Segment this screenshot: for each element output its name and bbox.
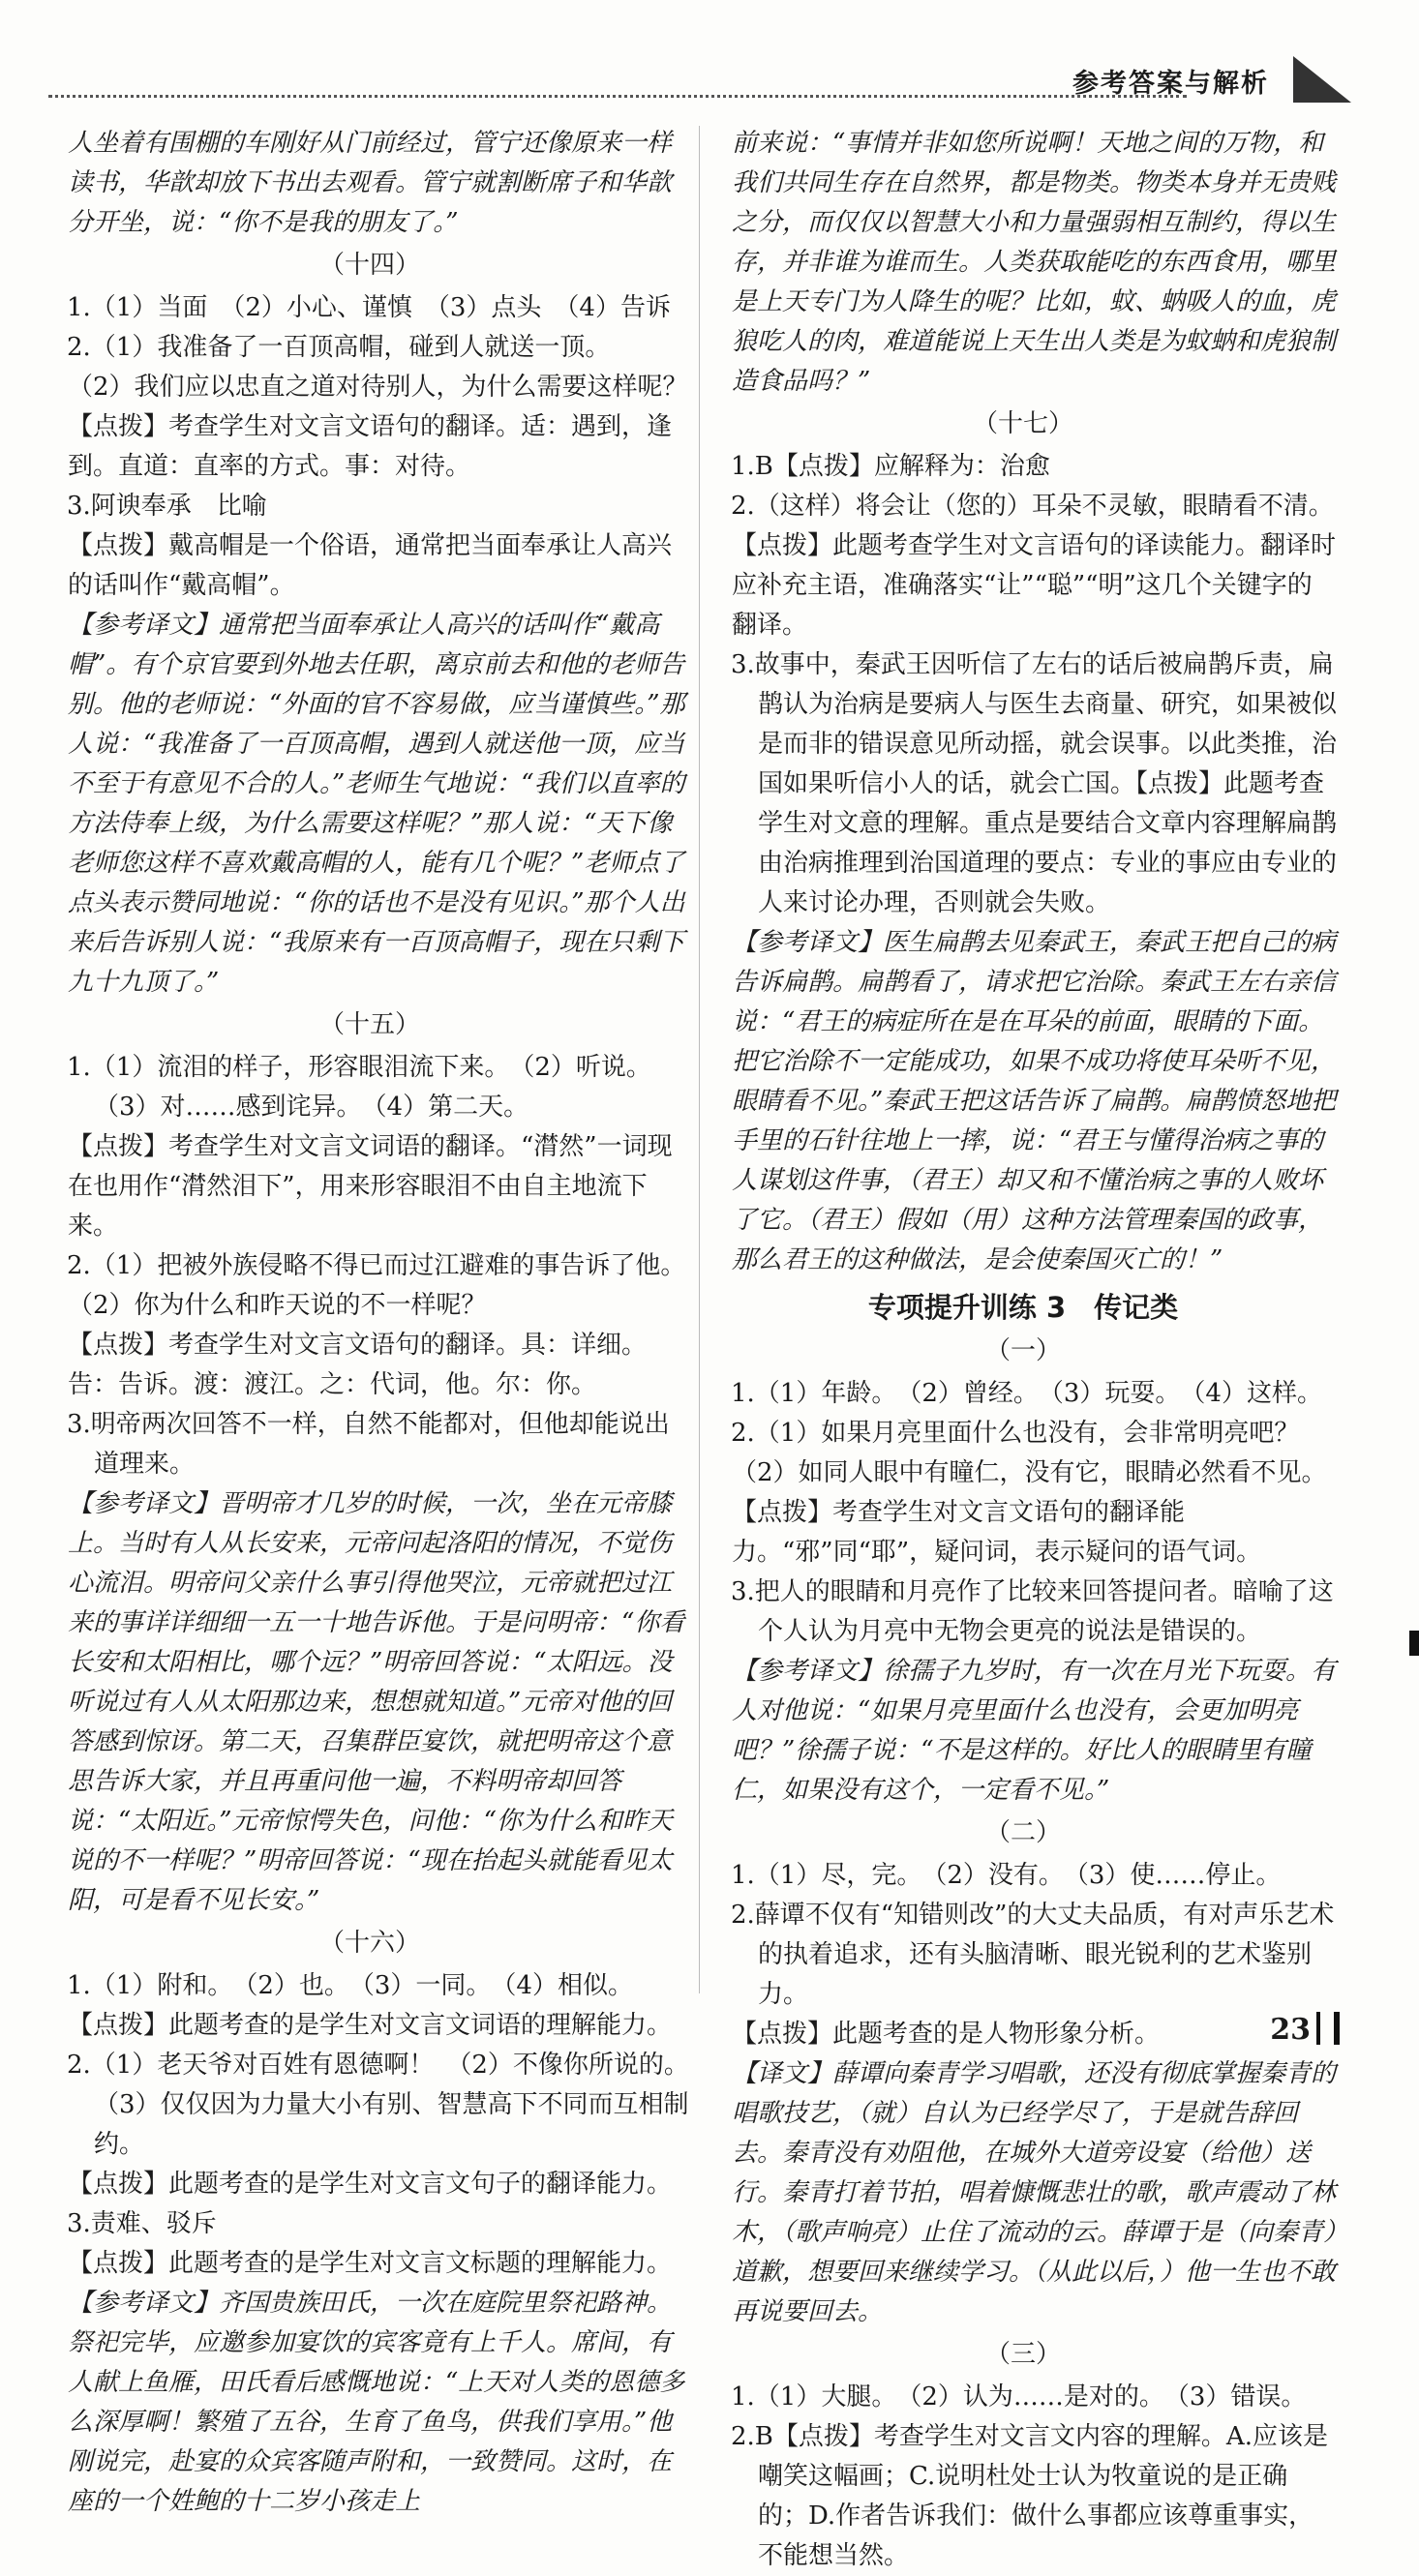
- section-heading: （十五）: [318, 1010, 420, 1039]
- section-heading: （十六）: [318, 1929, 420, 1958]
- paragraph: 2.薛谭不仅有“知错则改”的大丈夫品质，有对声乐艺术的执着追求，还有头脑清晰、眼光锐利的艺术鉴别力。: [731, 1901, 1335, 2009]
- paragraph: （2）如同人眼中有瞳仁，没有它，眼睛必然看不见。: [732, 1458, 1327, 1487]
- right-column: [710, 124, 1337, 2576]
- paragraph: （2）我们应以忠直之道对待别人，为什么需要这样呢？: [68, 373, 688, 402]
- paragraph: 1.B【点拨】应解释为：治愈: [731, 452, 1050, 481]
- paragraph: 1.（1）尽，完。 （2）没有。 （3）使……停止。: [731, 1861, 1282, 1890]
- section-heading: （十四）: [318, 251, 420, 280]
- paragraph: 人坐着有围棚的车刚好从门前经过，管宁还像原来一样读书，华歆却放下书出去观看。管宁就割断席子和华歆分开坐，说：“你不是我的朋友了。”: [68, 129, 673, 237]
- paragraph: 【点拨】考查学生对文言文语句的翻译能力。“邪”同“耶”，疑问词，表示疑问的语气词。: [732, 1498, 1262, 1567]
- paragraph: 3.责难、驳斥: [67, 2209, 217, 2238]
- paragraph: 2.（1）如果月亮里面什么也没有，会非常明亮吧？: [731, 1419, 1300, 1448]
- header-triangle-icon: [1293, 56, 1351, 103]
- paragraph: 【点拨】此题考查的是人物形象分析。: [732, 2020, 1161, 2049]
- paragraph: 【点拨】考查学生对文言文词语的翻译。“潸然”一词现在也用作“潸然泪下”，用来形容眼泪不由自主地流下来。: [68, 1132, 673, 1241]
- paragraph: 【参考译文】通常把当面奉承让人高兴的话叫作“戴高帽”。有个京官要到外地去任职，离京前去和他的老师告别。他的老师说：“外面的官不容易做，应当谨慎些。”那人说：“我准备了一百顶高帽，遇到人就送他一顶，应当不至于有意见不合的人。”老师生气地说：“我们以直率的方法侍奉上级，为什么需要这样呢？”那人说：“天下像老师您这样不喜欢戴高帽的人，能有几个呢？”老师点了点头表示赞同地说：“你的话也不是没有见识。”那个人出来后告诉别人说：“我原来有一百顶高帽子，现在只剩下九十九顶了。”: [68, 611, 685, 997]
- page-header: [48, 60, 1322, 99]
- left-column: [45, 124, 702, 2522]
- paragraph: 1.（1）当面 （2）小心、谨慎 （3）点头 （4）告诉: [67, 293, 671, 322]
- paragraph: 【译文】薛谭向秦青学习唱歌，还没有彻底掌握秦青的唱歌技艺，（就）自认为已经学尽了，于是就告辞回去。秦青没有劝阻他，在城外大道旁设宴（给他）送行。秦青打着节拍，唱着慷慨悲壮的歌，歌声震动了林木，（歌声响亮）止住了流动的云。薛谭于是（向秦青）道歉，想要回来继续学习。（从此以后，）他一生也不敢再说要回去。: [732, 2059, 1337, 2326]
- paragraph: 2.（1）把被外族侵略不得已而过江避难的事告诉了他。: [67, 1251, 686, 1280]
- chapter-heading: 专项提升训练 3 传记类: [867, 1291, 1179, 1324]
- paragraph: 【点拨】戴高帽是一个俗语，通常把当面奉承让人高兴的话叫作“戴高帽”。: [68, 531, 673, 600]
- paragraph: 前来说：“事情并非如您所说啊！天地之间的万物，和我们共同生存在自然界，都是物类。物类本身并无贵贱之分，而仅仅以智慧大小和力量强弱相互制约，得以生存，并非谁为谁而生。人类获取能吃的东西食用，哪里是上天专门为人降生的呢？比如，蚊、蚋吸人的血，虎狼吃人的肉，难道能说上天生出人类是为蚊蚋和虎狼制造食品吗？”: [732, 129, 1337, 396]
- paragraph: 1.（1）年龄。 （2）曾经。 （3）玩耍。 （4）这样。: [731, 1379, 1322, 1408]
- paragraph: （2）你为什么和昨天说的不一样呢？: [68, 1291, 487, 1320]
- paragraph: 【点拨】此题考查的是学生对文言文句子的翻译能力。: [68, 2170, 673, 2199]
- paragraph: 2.B【点拨】考查学生对文言文内容的理解。A.应该是嘲笑这幅画；C.说明杜处士认为牧童说的是正确的；D.作者告诉我们：做什么事都应该尊重事实，不能想当然。: [731, 2422, 1328, 2570]
- paragraph: 1.（1）流泪的样子，形容眼泪流下来。 （2）听说。 （3）对……感到诧异。 （4）第二天。: [67, 1053, 664, 1122]
- paragraph: 【参考译文】齐国贵族田氏，一次在庭院里祭祀路神。祭祀完毕，应邀参加宴饮的宾客竟有上千人。席间，有人献上鱼雁，田氏看后感慨地说：“上天对人类的恩德多么深厚啊！繁殖了五谷，生育了鱼鸟，供我们享用。”他刚说完，赴宴的众宾客随声附和，一致赞同。这时，在座的一个姓鲍的十二岁小孩走上: [68, 2289, 685, 2516]
- paragraph: 【点拨】此题考查的是学生对文言文词语的理解能力。: [68, 2011, 673, 2040]
- paragraph: 3.故事中，秦武王因听信了左右的话后被扁鹊斥责，扁鹊认为治病是要病人与医生去商量、研究，如果被似是而非的错误意见所动摇，就会误事。以此类推，治国如果听信小人的话，就会亡国。【点拨】此题考查学生对文意的理解。重点是要结合文章内容理解扁鹊由治病推理到治国道理的要点：专业的事应由专业的人来讨论办理，否则就会失败。: [731, 650, 1338, 917]
- page-number: [1270, 2012, 1340, 2047]
- paragraph: 【点拨】此题考查的是学生对文言文标题的理解能力。: [68, 2249, 673, 2278]
- paragraph: 2.（这样）将会让（您的）耳朵不灵敏，眼睛看不清。: [731, 492, 1334, 521]
- page-number-bars-icon: [1316, 2012, 1340, 2045]
- paragraph: 【点拨】考查学生对文言文语句的翻译。适：遇到，逢到。直道：直率的方式。事：对待。: [68, 412, 673, 481]
- section-heading: （二）: [984, 1818, 1061, 1847]
- paragraph: 【参考译文】晋明帝才几岁的时候，一次，坐在元帝膝上。当时有人从长安来，元帝问起洛阳的情况，不觉伤心流泪。明帝问父亲什么事引得他哭泣，元帝就把过江来的事详详细细一五一十地告诉他。于是问明帝：“你看长安和太阳相比，哪个远？”明帝回答说：“太阳远。没听说过有人从太阳那边来，想想就知道。”元帝对他的回答感到惊讶。第二天，召集群臣宴饮，就把明帝这个意思告诉大家，并且再重问他一遍，不料明帝却回答说：“太阳近。”元帝惊愕失色，问他：“你为什么和昨天说的不一样呢？”明帝回答说：“现在抬起头就能看见太阳，可是看不见长安。”: [68, 1489, 685, 1915]
- paragraph: 1.（1）附和。 （2）也。 （3）一同。 （4）相似。: [67, 1971, 633, 2000]
- column-divider: [699, 126, 700, 1993]
- page-number-text: 23: [1270, 2013, 1311, 2047]
- edge-marker: [1409, 1631, 1419, 1656]
- header-title: 参考答案与解析: [1072, 69, 1269, 99]
- section-heading: （三）: [984, 2340, 1061, 2369]
- paragraph: 【参考译文】医生扁鹊去见秦武王，秦武王把自己的病告诉扁鹊。扁鹊看了，请求把它治除。秦武王左右亲信说：“君王的病症所在是在耳朵的前面，眼睛的下面。把它治除不一定能成功，如果不成功将使耳朵听不见，眼睛看不见。”秦武王把这话告诉了扁鹊。扁鹊愤怒地把手里的石针往地上一摔，说：“君王与懂得治病之事的人谋划这件事，（君王）却又和不懂治病之事的人败坏了它。（君王）假如（用）这种方法管理秦国的政事，那么君王的这种做法，是会使秦国灭亡的！”: [732, 928, 1337, 1274]
- paragraph: 3.阿谀奉承 比喻: [67, 492, 267, 521]
- paragraph: 2.（1）老天爷对百姓有恩德啊！ （2）不像你所说的。 （3）仅仅因为力量大小有别、智慧高下不同而互相制约。: [67, 2051, 702, 2159]
- paragraph: 3.把人的眼睛和月亮作了比较来回答提问者。暗喻了这个人认为月亮中无物会更亮的说法是错误的。: [731, 1577, 1334, 1646]
- paragraph: 【点拨】考查学生对文言文语句的翻译。具：详细。告：告诉。渡：渡江。之：代词，他。尔：你。: [68, 1331, 648, 1399]
- paragraph: 【参考译文】徐孺子九岁时，有一次在月光下玩耍。有人对他说：“如果月亮里面什么也没有，会更加明亮吧？”徐孺子说：“不是这样的。好比人的眼睛里有瞳仁，如果没有这个，一定看不见。”: [732, 1657, 1337, 1805]
- paragraph: 3.明帝两次回答不一样，自然不能都对，但他却能说出道理来。: [67, 1410, 670, 1479]
- paragraph: 【点拨】此题考查学生对文言语句的译读能力。翻译时应补充主语，准确落实“让”“聪”“明”这几个关键字的翻译。: [732, 531, 1337, 640]
- section-heading: （十七）: [972, 409, 1073, 438]
- paragraph: 2.（1）我准备了一百顶高帽，碰到人就送一顶。: [67, 333, 611, 362]
- section-heading: （一）: [984, 1336, 1061, 1365]
- dotted-rule: [48, 95, 1187, 98]
- paragraph: 1.（1）大腿。 （2）认为……是对的。 （3）错误。: [731, 2382, 1307, 2411]
